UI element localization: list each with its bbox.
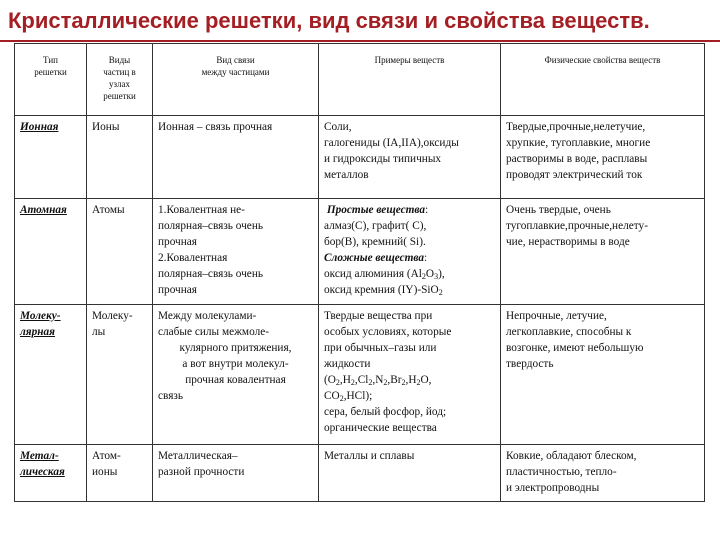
text-line: металлов (324, 169, 369, 181)
cell-particles (87, 445, 153, 502)
cell-examples (319, 305, 501, 445)
text-line: Молеку- (92, 310, 133, 322)
formula-text: ,Br (387, 374, 402, 386)
header-particles (87, 44, 153, 116)
cell-bond (153, 199, 319, 305)
text-line: чие, нерастворимы в воде (506, 236, 630, 248)
formula-subscript: 2 (350, 378, 355, 387)
text-line: при обычных–газы или (324, 342, 437, 354)
text-line: проводят электрический ток (506, 169, 643, 181)
text-line: растворимы в воде, расплавы (506, 153, 648, 165)
formula-subscript: 2 (416, 378, 421, 387)
header-line: решетки (34, 67, 67, 77)
formula-line (324, 388, 495, 404)
formula-subscript: 2 (335, 378, 340, 387)
text-line: особых условиях, которые (324, 326, 452, 338)
header-properties (501, 44, 705, 116)
text-line: Твердые вещества при (324, 310, 433, 322)
text-line: прочная (158, 284, 197, 296)
header-bond (153, 44, 319, 116)
header-line: Тип (43, 55, 58, 65)
table-row-atomic (15, 199, 705, 305)
text-line: пластичностью, тепло- (506, 466, 617, 478)
formula-text: CO (324, 390, 340, 402)
cell-examples (319, 199, 501, 305)
formula-subscript: 2 (339, 394, 344, 403)
text-line: алмаз(С), графит( С), (324, 220, 427, 232)
text-line: Металлическая– (158, 450, 238, 462)
formula-text: оксид кремния (IY)-SiO (324, 284, 439, 296)
text-line: жидкости (324, 358, 371, 370)
text-line: Атом- (92, 450, 121, 462)
text-line: Ионы (92, 121, 120, 133)
formula-line (324, 282, 495, 298)
table-row-molecular (15, 305, 705, 445)
lattice-type-label: лическая (20, 466, 65, 478)
text-line: хрупкие, тугоплавкие, многие (506, 137, 651, 149)
formula-text: ,Cl (354, 374, 369, 386)
cell-type (15, 199, 87, 305)
text-line: прочная ковалентная (185, 374, 286, 386)
cell-particles (87, 305, 153, 445)
text-line: твердость (506, 358, 554, 370)
text-line: галогениды (IA,IIA),оксиды (324, 137, 459, 149)
formula-line (324, 372, 495, 388)
complex-substances-heading (324, 250, 495, 266)
text-line: Соли, (324, 121, 352, 133)
text-line: ионы (92, 466, 118, 478)
formula-subscript: 2 (401, 378, 406, 387)
text-line: прочная (158, 236, 197, 248)
table-row-ionic (15, 116, 705, 199)
header-type (15, 44, 87, 116)
header-line: Физические свойства веществ (544, 55, 661, 65)
formula-subscript: 2 (438, 288, 443, 297)
header-line: между частицами (201, 67, 270, 77)
text-line: полярная–связь очень (158, 268, 264, 280)
table-row-metallic (15, 445, 705, 502)
text-line: полярная–связь очень (158, 220, 264, 232)
text-line: Очень твердые, очень (506, 204, 611, 216)
cell-properties (501, 445, 705, 502)
formula-text: O (425, 268, 435, 280)
text-line: тугоплавкие,прочные,нелету- (506, 220, 648, 232)
text-line: лы (92, 326, 106, 338)
text-line: Между молекулами- (158, 310, 257, 322)
text-line: Твердые,прочные,нелетучие, (506, 121, 646, 133)
formula-text: ,H (339, 374, 351, 386)
text-line: Металлы и сплавы (324, 450, 415, 462)
lattice-type-label: Молеку- (20, 310, 61, 322)
cell-properties (501, 116, 705, 199)
heading-colon: : (424, 252, 428, 264)
lattice-type-label: Атомная (20, 204, 67, 216)
text-line: органические вещества (324, 422, 437, 434)
cell-bond (153, 116, 319, 199)
cell-properties (501, 199, 705, 305)
text-line: Атомы (92, 204, 125, 216)
page-title: Кристаллические решетки, вид связи и свойства веществ. (8, 8, 650, 33)
formula-text: ,N (372, 374, 384, 386)
text-line: и гидроксиды типичных (324, 153, 442, 165)
title-divider (0, 40, 720, 42)
text-line: разной прочности (158, 466, 245, 478)
cell-type (15, 445, 87, 502)
formula-subscript: 2 (421, 272, 426, 281)
formula-subscript: 2 (368, 378, 373, 387)
text-line: Ионная – связь прочная (158, 121, 273, 133)
cell-type (15, 116, 87, 199)
cell-particles (87, 199, 153, 305)
text-line: а вот внутри молекул- (182, 358, 289, 370)
formula-line (324, 266, 495, 282)
table-header-row (15, 44, 705, 116)
header-line: Виды (108, 55, 131, 65)
cell-properties (501, 305, 705, 445)
header-examples (319, 44, 501, 116)
text-line: слабые силы межмоле- (158, 326, 269, 338)
text-line: кулярного притяжения, (179, 342, 292, 354)
formula-subscript: 3 (434, 272, 439, 281)
text-line: сера, белый фосфор, йод; (324, 406, 447, 418)
formula-text: ,H (405, 374, 417, 386)
heading-text: Сложные вещества (324, 252, 425, 264)
cell-examples (319, 116, 501, 199)
text-line: Непрочные, летучие, (506, 310, 607, 322)
cell-bond (153, 305, 319, 445)
text-line: бор(В), кремний( Si). (324, 236, 426, 248)
text-line: 2.Ковалентная (158, 252, 228, 264)
cell-examples (319, 445, 501, 502)
text-line: 1.Ковалентная не- (158, 204, 245, 216)
formula-subscript: 2 (383, 378, 388, 387)
text-line: Ковкие, обладают блеском, (506, 450, 637, 462)
header-line: частиц в (103, 67, 136, 77)
header-line: Примеры веществ (374, 55, 445, 65)
header-line: решетки (103, 91, 136, 101)
text-line: связь (158, 390, 184, 402)
heading-colon: : (425, 204, 429, 216)
text-line: легкоплавкие, способны к (506, 326, 632, 338)
cell-type (15, 305, 87, 445)
formula-text: ,HCl); (343, 390, 373, 402)
lattice-type-label: Ионная (20, 121, 59, 133)
heading-text: Простые вещества (326, 204, 426, 216)
header-line: узлах (108, 79, 131, 89)
text-line: возгонке, имеют небольшую (506, 342, 644, 354)
formula-text: оксид алюминия (Al (324, 268, 422, 280)
formula-text: (O (324, 374, 336, 386)
formula-text: ), (438, 268, 445, 280)
simple-substances-heading (324, 202, 495, 218)
lattice-type-label: Метал- (20, 450, 59, 462)
formula-text: O, (420, 374, 432, 386)
header-line: Вид связи (216, 55, 255, 65)
lattice-type-label: лярная (20, 326, 56, 338)
cell-particles (87, 116, 153, 199)
crystal-lattice-table (14, 43, 705, 502)
text-line: и электропроводны (506, 482, 600, 494)
cell-bond (153, 445, 319, 502)
